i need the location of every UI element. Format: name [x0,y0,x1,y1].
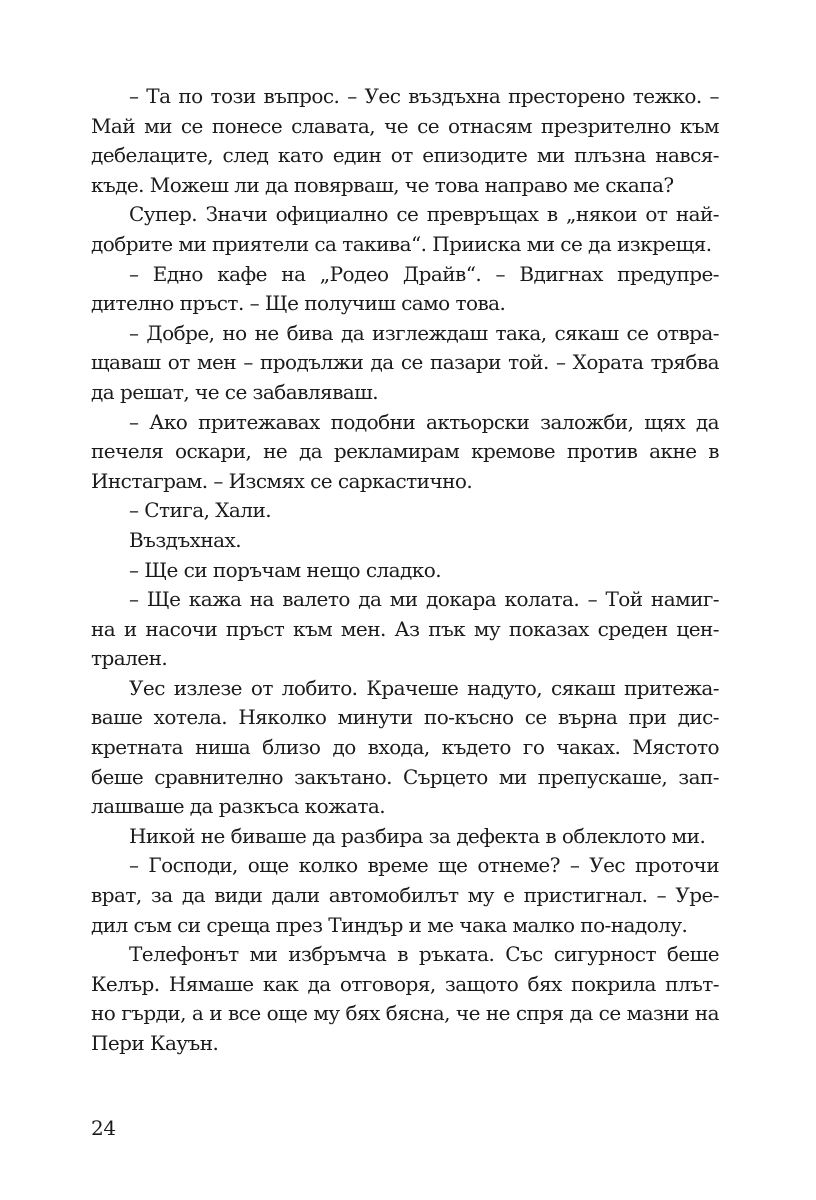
text-line: Уес излезе от лобито. Крачеше надуто, сякаш притежа- [129,675,719,700]
page-body [91,82,719,1059]
text-line: врат, за да види дали автомобилът му е пристигнал. – Уре- [91,883,719,908]
text-line: – Ще си поръчам нещо сладко. [129,557,442,582]
text-line: трален. [91,646,168,671]
text-line: Келър. Нямаше как да отговоря, защото бях покрила плът- [91,971,719,996]
text-line: да решат, че се забавляваш. [91,379,379,404]
text-line: къде. Можеш ли да повярваш, че това направо ме скапа? [91,172,674,197]
text-line: – Господи, още колко време ще отнеме? – Уес проточи [129,853,719,878]
text-line: – Ако притежавах подобни актьорски заложби, щях да [129,409,719,434]
text-line: – Едно кафе на „Родео Драйв“. – Вдигнах предупре- [129,261,719,286]
text-line: на и насочи пръст към мен. Аз пък му показах среден цен- [91,616,719,641]
text-line: но гърди, а и все още му бях бясна, че не спря да се мазни на [91,1001,719,1026]
text-line: дил съм си среща през Тиндър и ме чака малко по-надолу. [91,912,688,937]
text-line: Супер. Значи официално се превръщах в „някои от най- [129,202,719,227]
text-line: Въздъхнах. [129,527,242,552]
text-line: Инстаграм. – Изсмях се саркастично. [91,468,473,493]
text-line: дебелаците, след като един от епизодите ми плъзна нався- [91,143,719,168]
text-line: Май ми се понесе славата, че се отнасям презрително към [91,113,719,138]
text-line: ваше хотела. Няколко минути по-късно се върна при дис- [91,705,719,730]
text-line: беше сравнително закътано. Сърцето ми препускаше, зап- [91,764,719,789]
page-number: 24 [91,1116,116,1140]
text-line: добрите ми приятели са такива“. Прииска ми се да изкрещя. [91,231,712,256]
text-line: щаваш от мен – продължи да се пазари той. – Хората трябва [91,350,719,375]
text-line: – Добре, но не бива да изглеждаш така, сякаш се отвра- [129,320,719,345]
text-line: – Та по този въпрос. – Уес въздъхна престорено тежко. – [129,84,719,108]
text-line: – Ще кажа на валето да ми докара колата. – Той намиг- [129,587,719,612]
text-line: кретната ниша близо до входа, където го чаках. Мястото [91,735,719,760]
text-line: – Стига, Хали. [129,498,272,523]
text-line: дително пръст. – Ще получиш само това. [91,291,506,316]
text-line: Пери Кауън. [91,1031,219,1055]
text-line: печеля оскари, не да рекламирам кремове против акне в [91,439,719,464]
text-line: Телефонът ми избръмча в ръката. Със сигурност беше [129,942,719,967]
text-line: лашваше да разкъса кожата. [91,794,386,819]
text-line: Никой не биваше да разбира за дефекта в облеклото ми. [129,823,706,848]
